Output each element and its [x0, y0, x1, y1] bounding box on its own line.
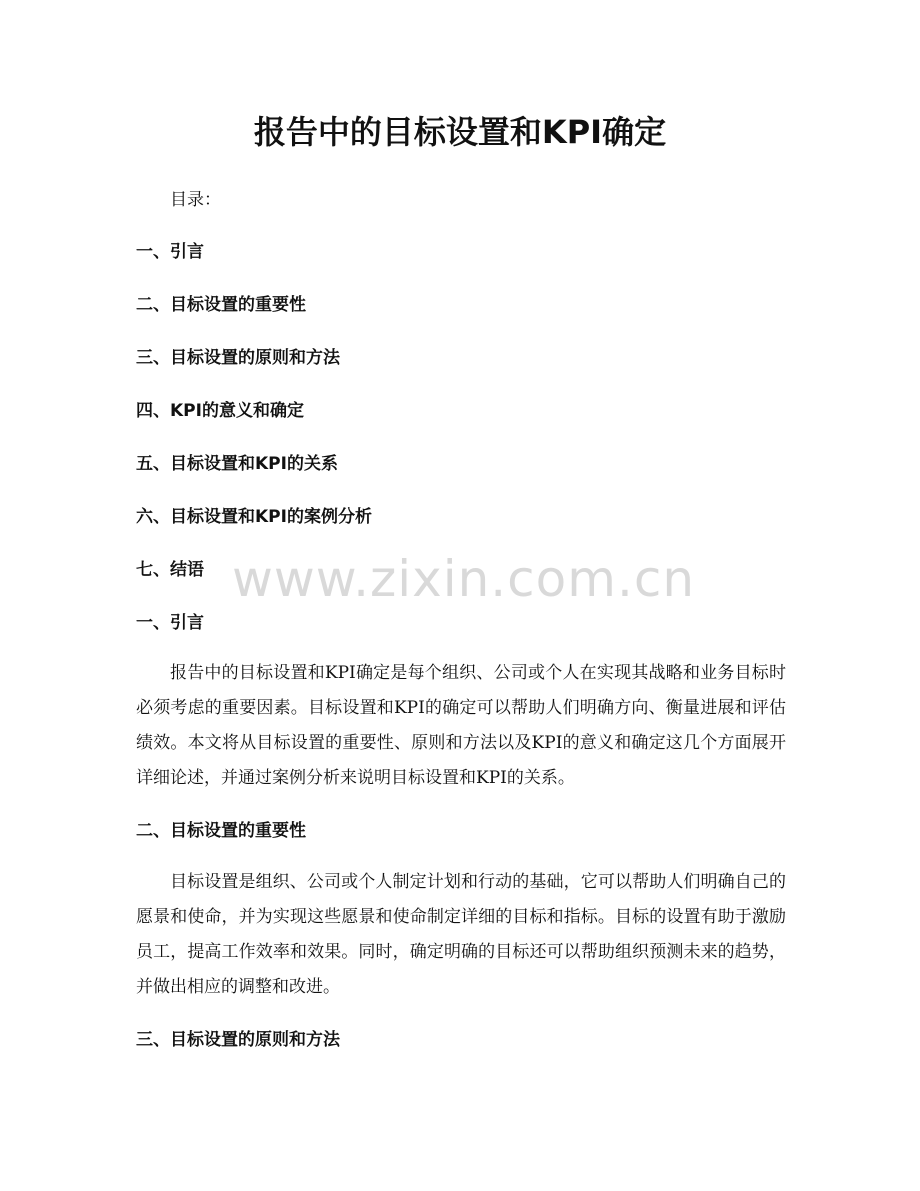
document-title: 报告中的目标设置和KPI确定	[253, 113, 667, 151]
toc-item[interactable]: 二、目标设置的重要性	[136, 295, 306, 315]
toc-item[interactable]: 四、KPI的意义和确定	[136, 401, 304, 421]
section-paragraph: 报告中的目标设置和KPI确定是每个组织、公司或个人在实现其战略和业务目标时必须考虑的重要因素。目标设置和KPI的确定可以帮助人们明确方向、衡量进展和评估绩效。本文将从目标设置的重要性、原则和方法以及KPI的意义和确定这几个方面展开详细论述，并通过案例分析来说明目标设置和KPI的关系。	[136, 663, 786, 788]
section-heading: 二、目标设置的重要性	[136, 821, 306, 841]
watermark: www.zixin.com.cn	[232, 550, 696, 608]
section-paragraph: 目标设置是组织、公司或个人制定计划和行动的基础，它可以帮助人们明确自己的愿景和使命，并为实现这些愿景和使命制定详细的目标和指标。目标的设置有助于激励员工，提高工作效率和效果。同时，确定明确的目标还可以帮助组织预测未来的趋势，并做出相应的调整和改进。	[136, 872, 786, 997]
section-heading: 三、目标设置的原则和方法	[136, 1030, 340, 1050]
toc-label: 目录：	[170, 190, 221, 210]
section-heading: 一、引言	[136, 613, 204, 633]
toc-item[interactable]: 六、目标设置和KPI的案例分析	[136, 507, 372, 527]
toc-item[interactable]: 五、目标设置和KPI的关系	[136, 454, 338, 474]
toc-item[interactable]: 一、引言	[136, 242, 204, 262]
toc-item[interactable]: 三、目标设置的原则和方法	[136, 348, 340, 368]
toc-item[interactable]: 七、结语	[136, 560, 204, 580]
